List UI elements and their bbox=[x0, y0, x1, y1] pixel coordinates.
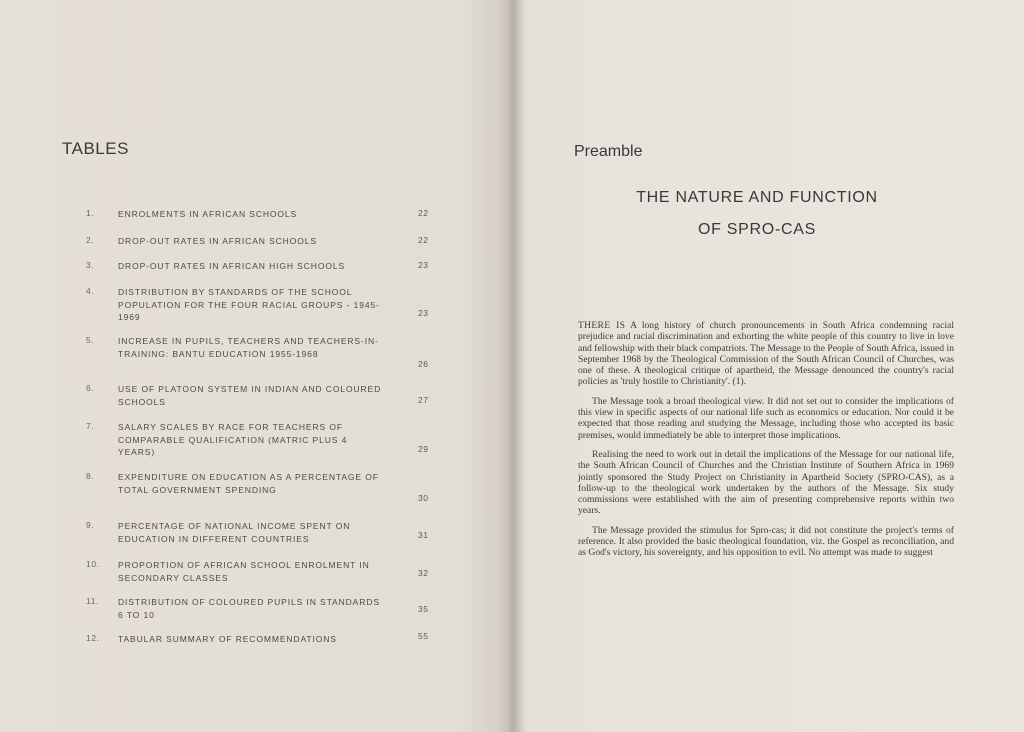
entry-title: ENROLMENTS IN AFRICAN SCHOOLS bbox=[118, 209, 298, 219]
entry-page: 55 bbox=[418, 631, 429, 641]
entry-number: 12. bbox=[86, 633, 100, 643]
entry-number: 7. bbox=[86, 421, 95, 431]
entry-title: PERCENTAGE OF NATIONAL INCOME SPENT ON EDUCATION IN DIFFERENT COUNTRIES bbox=[118, 521, 351, 544]
chapter-heading-line-2: OF SPRO-CAS bbox=[698, 221, 816, 238]
entry-title: EXPENDITURE ON EDUCATION AS A PERCENTAGE OF TOTAL GOVERNMENT SPENDING bbox=[118, 472, 379, 495]
entry-page: 32 bbox=[418, 568, 429, 578]
entry-title: DROP-OUT RATES IN AFRICAN HIGH SCHOOLS bbox=[118, 261, 346, 271]
book-gutter bbox=[496, 0, 524, 732]
paragraph: The Message provided the stimulus for Spro-cas; it did not constitute the project's terms of reference. It also provided the basic theological foundation, viz. the Gospel as reconciliation, and as God's victory, his sovereignty, and his opposition to evil. No attempt was made to suggest bbox=[578, 524, 954, 559]
chapter-heading-line-1: THE NATURE AND FUNCTION bbox=[636, 189, 878, 206]
entry-title: PROPORTION OF AFRICAN SCHOOL ENROLMENT IN SECONDARY CLASSES bbox=[118, 560, 370, 583]
paragraph bbox=[578, 320, 954, 388]
section-title: Preamble bbox=[574, 143, 643, 160]
entry-number: 10. bbox=[86, 559, 100, 569]
entry-page: 30 bbox=[418, 493, 429, 503]
page-title: TABLES bbox=[62, 139, 129, 158]
entry-number: 2. bbox=[86, 235, 95, 245]
paragraph: Realising the need to work out in detail the implications of the Message for our national life, the South African Council of Churches and the Christian Institute of Southern Africa in 1969 jointly sponsored the Study Project on Christianity in Apartheid Society (SPRO-CAS), as a follow-up to the theological work undertaken by the authors of the Message. Six study commissions were established with the aim of presenting comprehensive reports within two years. bbox=[578, 448, 954, 517]
body-text bbox=[578, 320, 954, 567]
entry-page: 26 bbox=[418, 359, 429, 369]
entry-page: 35 bbox=[418, 604, 429, 614]
entry-number: 9. bbox=[86, 520, 95, 530]
entry-title: DISTRIBUTION OF COLOURED PUPILS IN STANDARDS 6 TO 10 bbox=[118, 597, 380, 620]
entry-title: USE OF PLATOON SYSTEM IN INDIAN AND COLOURED SCHOOLS bbox=[118, 384, 382, 407]
entry-number: 8. bbox=[86, 471, 95, 481]
entry-number: 11. bbox=[86, 596, 99, 606]
entry-title: INCREASE IN PUPILS, TEACHERS AND TEACHERS-IN-TRAINING: BANTU EDUCATION 1955-1968 bbox=[118, 336, 379, 359]
entry-page: 27 bbox=[418, 395, 429, 405]
paragraph-text: A long history of church pronouncements in South Africa condemning racial prejudice and racial discrimination and exhorting the white people of this country to live in love and fellowship with their black compatriots. The Message to the People of South Africa, issued in September 1968 by the Theological Commission of the South African Council of Churches, was one of these. A theological critique of apartheid, the Message denounced the country's racial policies as 'truly hostile to Christianity'. (1). bbox=[578, 320, 954, 388]
entry-page: 23 bbox=[418, 308, 429, 318]
paragraph-lead-in: THERE IS bbox=[578, 320, 626, 331]
entry-page: 31 bbox=[418, 530, 429, 540]
entry-page: 29 bbox=[418, 444, 429, 454]
entry-number: 3. bbox=[86, 260, 95, 270]
entry-page: 23 bbox=[418, 260, 429, 270]
paragraph: The Message took a broad theological view. It did not set out to consider the implications of this view in specific aspects of our national life such as economics or education. Nor could it be expected that those reading and studying the Message, including those who accepted its basic premises, would immediately be able to interpret those implications. bbox=[578, 395, 954, 441]
entry-page: 22 bbox=[418, 235, 429, 245]
entry-number: 4. bbox=[86, 286, 95, 296]
entry-title: DISTRIBUTION BY STANDARDS OF THE SCHOOL POPULATION FOR THE FOUR RACIAL GROUPS - 1945-1969 bbox=[118, 287, 380, 322]
entry-title: SALARY SCALES BY RACE FOR TEACHERS OF COMPARABLE QUALIFICATION (MATRIC PLUS 4 YEARS) bbox=[118, 422, 348, 457]
entry-number: 6. bbox=[86, 383, 95, 393]
entry-title: DROP-OUT RATES IN AFRICAN SCHOOLS bbox=[118, 236, 317, 246]
entry-number: 5. bbox=[86, 335, 95, 345]
entry-page: 22 bbox=[418, 208, 429, 218]
entry-number: 1. bbox=[86, 208, 95, 218]
entry-title: TABULAR SUMMARY OF RECOMMENDATIONS bbox=[118, 634, 337, 644]
